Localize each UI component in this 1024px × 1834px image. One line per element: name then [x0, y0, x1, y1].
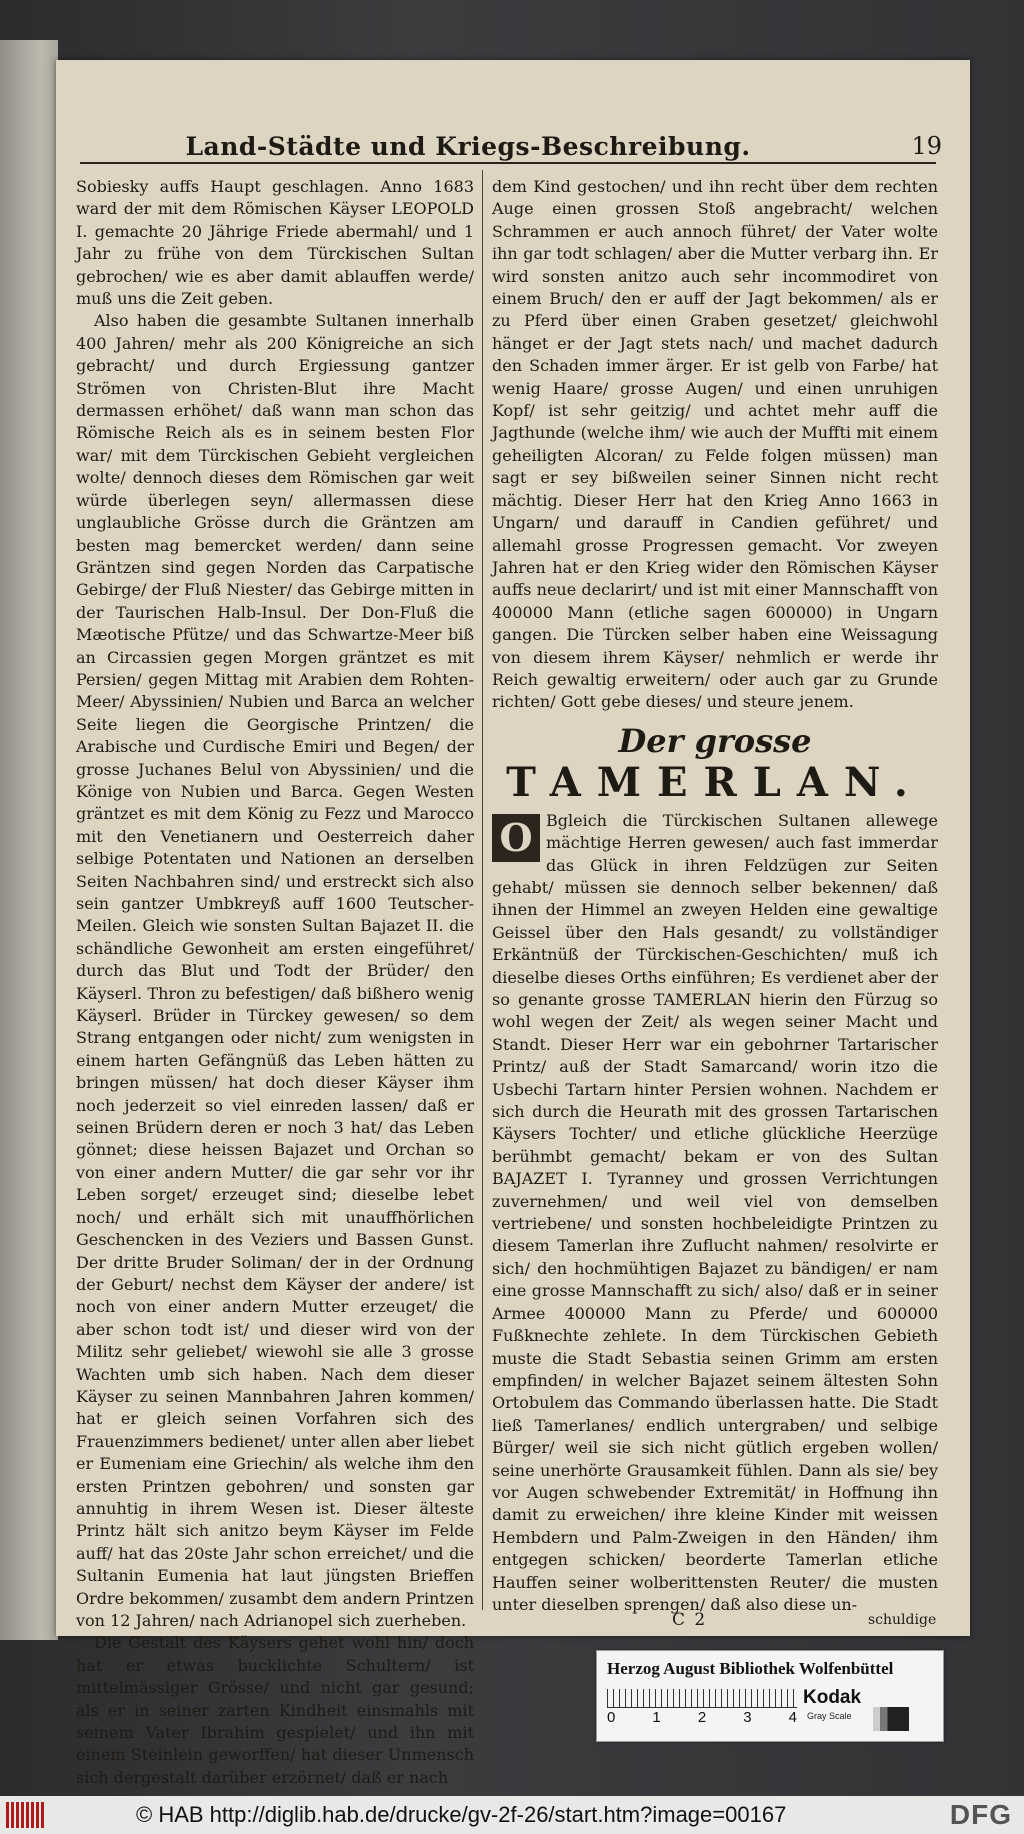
header-rule	[80, 162, 936, 164]
section-heading	[492, 722, 938, 806]
column-divider	[482, 170, 483, 1610]
kodak-logo: Kodak	[803, 1687, 862, 1708]
viewer-footer-bar	[0, 1796, 1024, 1834]
section-subtitle: Der grosse	[618, 721, 812, 760]
footer-source-link[interactable]: © HAB http://diglib.hab.de/drucke/gv-2f-26/start.htm?image=00167	[136, 1802, 787, 1827]
gray-scale-label: Gray Scale	[807, 1711, 852, 1721]
scale-number: 3	[743, 1709, 752, 1726]
ruler-scale-icon	[607, 1689, 797, 1708]
library-color-card	[596, 1650, 944, 1742]
left-paragraph-1: Sobiesky auffs Haupt geschlagen. Anno 1683 ward der mit dem Römischen Käyser LEOPOLD I. gemachte 20 Jährige Friede abermahl/ und 1 Jahr zu frühe von dem Türckischen Sultan gebrochen/ wie es aber damit ablauffen werde/ muß uns die Zeit geben.	[76, 177, 474, 309]
section-title: TAMERLAN.	[506, 758, 924, 806]
dropcap-initial: O	[492, 814, 540, 862]
left-column	[76, 176, 474, 1789]
ruler-scale-numbers	[607, 1709, 797, 1726]
section-paragraph	[492, 810, 938, 1617]
library-name: Herzog August Bibliothek Wolfenbüttel	[607, 1659, 894, 1678]
signature-mark: C 2	[672, 1610, 708, 1630]
section-text: Bgleich die Türckischen Sultanen allewege mächtige Herren gewesen/ auch fast immerdar das Glück in ihren Feldzügen zur Seiten gehabt/ müssen sie dennoch selber bekennen/ daß ihnen der Himmel an zweyen Helden eine gewaltige Geissel über den Hals gesandt/ zu vollständiger Erkäntnüß der Türckischen-Geschichten/ muß ich dieselbe dieses Orths einführen; Es verdienet aber der so genante grosse TAMERLAN hierin den Fürzug so wohl wegen der Zeit/ als wegen seiner Macht und Standt. Dieser Herr war ein gebohrner Tartarischer Printz/ auß der Stadt Samarcand/ worin itzo die Usbechi Tartarn hinter Persien wohnen. Nachdem er sich durch die Heurath mit des grossen Tartarischen Käysers Tochter/ und etliche glückliche Heerzüge berühmbt gemacht/ bekam er von des Sultan BAJAZET I. Tyranney und grossen Verrichtungen zuvernehmen/ und weil viel von demselben vertriebene/ und sonsten hochbeleidigte Printzen zu diesem Tamerlan ihre Zuflucht nahmen/ resolvirte er sich/ den hochmühtigen Bajazet zu bändigen/ er nam eine grosse Mannschafft zu sich/ also/ daß er in seiner Armee 400000 Mann zu Pferde/ und 600000 Fußknechte zehlete. In dem Türckischen Gebieth muste die Stadt Sebastia seinen Grimm am ersten empfinden/ in welcher Bajazet seinem ältesten Sohn Ortobulem das Commando überlassen hatte. Die Stadt ließ Tamerlanes/ endlich untergraben/ und selbige Bürger/ weil sie sich nicht gütlich ergeben wollen/ seine unerhörte Grausamkeit fühlen. Dann als sie/ bey vor Augen schwebender Extremität/ in Hoffnung ihn damit zu erweichen/ ihre kleine Kinder mit weissen Hembdern und Palm-Zweigen in den Händen/ ihm entgegen schicken/ beorderte Tamerlan etliche Hauffen seiner wolberittensten Reuter/ die musten unter dieselben sprengen/ daß also diese un-	[492, 810, 938, 1614]
scale-number: 1	[652, 1709, 661, 1726]
scale-number: 0	[607, 1709, 616, 1726]
dfg-logo: DFG	[949, 1799, 1012, 1830]
gray-scale-swatch-icon	[873, 1707, 909, 1731]
page-number: 19	[911, 132, 942, 160]
scale-number: 2	[697, 1709, 707, 1726]
right-column	[492, 176, 938, 1616]
scale-number: 4	[788, 1709, 797, 1726]
hab-logo-icon	[6, 1802, 46, 1828]
running-head: Land-Städte und Kriegs-Beschreibung.	[185, 132, 751, 161]
right-paragraph-1: dem Kind gestochen/ und ihn recht über dem rechten Auge einen grossen Stoß angebracht/ welchen Schrammen er auch annoch führet/ der Vater wolte ihn gar todt schlagen/ aber die Mutter verbarg ihn. Er wird sonsten anitzo auch sehr incommodiret von einem Bruch/ den er auff der Jagt bekommen/ als er zu Pferd über einen Graben gesetzet/ gleichwohl hänget er der Jagt stets nach/ und machet dadurch den Schaden immer ärger. Er ist gelb von Farbe/ hat wenig Haare/ grosse Augen/ und einen unruhigen Kopf/ ist sehr geitzig/ und achtet mehr auff die Jagthunde (welche ihm/ wie auch der Muffti mit einem geheiligten Alcoran/ zu Felde folgen müssen) man sagt er sey bißweilen seiner Sinnen nicht recht mächtig. Dieser Herr hat den Krieg Anno 1663 in Ungarn/ und darauff in Candien geführet/ und allemahl grosse Progressen gemacht. Vor zweyen Jahren hat er den Krieg wider den Römischen Käyser auffs neue declarirt/ und ist mit einer Mannschafft von 400000 Mann (etliche sagen 600000) in Ungarn gangen. Die Türcken selber haben eine Weissagung von diesem ihrem Käyser/ nehmlich er werde ihr Reich gewaltig erweitern/ oder auch gar zu Grunde richten/ Gott gebe dieses/ und steure jenem.	[492, 177, 938, 712]
left-paragraph-2: Also haben die gesambte Sultanen innerhalb 400 Jahren/ mehr als 200 Königreiche an sich gebracht/ und durch Ergiessung gantzer Strömen von Christen-Blut ihre Macht dermassen erhöhet/ daß wann man schon das Römische Reich als es in seinem besten Flor war/ mit dem Türckischen Gebieht vergleichen wolte/ dennoch dieses dem Römischen gar weit würde überlegen seyn/ allermassen diese unglaubliche Grösse durch die Gräntzen am besten mag bemercket werden/ dann seine Gräntzen sind gegen Norden das Carpatische Gebirge/ der Fluß Niester/ das Gebirge mitten in der Taurischen Halb-Insul. Der Don-Fluß die Mæotische Pfütze/ und das Schwartze-Meer biß an Circassien gegen Morgen gräntzet es mit Persien/ gegen Mittag mit Arabien dem Rohten-Meer/ Abyssinien/ Nubien und Barca an welcher Seite liegen die Georgische Printzen/ die Arabische und Curdische Emiri und Begen/ der grosse Juchanes Belul von Abyssinien/ und die Könige von Nubien und Barca. Gegen Westen gräntzet es mit dem König zu Fezz und Marocco mit den Venetianern und Oesterreich daher selbige Potentaten und Nationen an derselben Seiten Nachbahren sind/ und erstreckt sich also sein gantzer Umbkreyß auff 1600 Teutscher-Meilen. Gleich wie sonsten Sultan Bajazet II. die schändliche Gewonheit am ersten eingeführet/ durch das Blut und Todt der Brüder/ den Käyserl. Thron zu befestigen/ daß bißhero wenig Käyserl. Brüder in Türckey gewesen/ so dem Strang entgangen oder nicht/ zum wenigsten in einem harten Gefängnüß das Leben hätten zu bringen müssen/ hat doch dieser Käyser ihm noch jederzeit so viel einreden lassen/ daß er seinen Brüdern deren er noch 3 hat/ das Leben gönnet; diese heissen Bajazet und Orchan so von einer andern Mutter/ die gar sehr vor ihr Leben sorget/ erzeuget sind; dieselbe lebet noch/ und erhält sich mit unauffhörlichen Geschencken in des Veziers und Bassen Gunst. Der dritte Bruder Soliman/ der in der Ordnung der Geburt/ nechst dem Käyser der andere/ ist noch von einer andern Mutter erzeuget/ die aber schon todt ist/ und dieser wird von der Militz sehr geliebet/ wiewohl sie alle 3 grosse Wachten umb sich haben. Nach dem dieser Käyser zu seinen Mannbahren Jahren kommen/ hat er gleich seinen Vorfahren sich des Frauenzimmers bedienet/ unter allen aber liebet er Eumeniam eine Griechin/ als welche ihm den ersten Printzen gebohren/ und sonsten gar annuhtig in ihrem Wesen ist. Dieser älteste Printz hält sich anitzo beym Käyser im Felde auff/ hat das 20ste Jahr schon erreichet/ und die Sultanin Eumenia hat laut jüngsten Brieffen Ordre bekommen/ zusambt dem andern Printzen von 12 Jahren/ nach Adrianopel sich zuerheben.	[76, 311, 474, 1630]
left-paragraph-3: Die Gestalt des Käysers gehet wohl hin/ doch hat er etwas bucklichte Schultern/ ist mittelmässiger Grösse/ und nicht gar gesund; als er in seiner zarten Kindheit einsmahls mit seinem Vater Ibrahim gespielet/ und ihn mit einem Steinlein geworffen/ hat dieser Unmensch sich dergestalt darüber erzörnet/ daß er nach	[76, 1633, 474, 1787]
adjacent-page-edge	[0, 40, 58, 1640]
catchword: schuldige	[868, 1612, 937, 1628]
